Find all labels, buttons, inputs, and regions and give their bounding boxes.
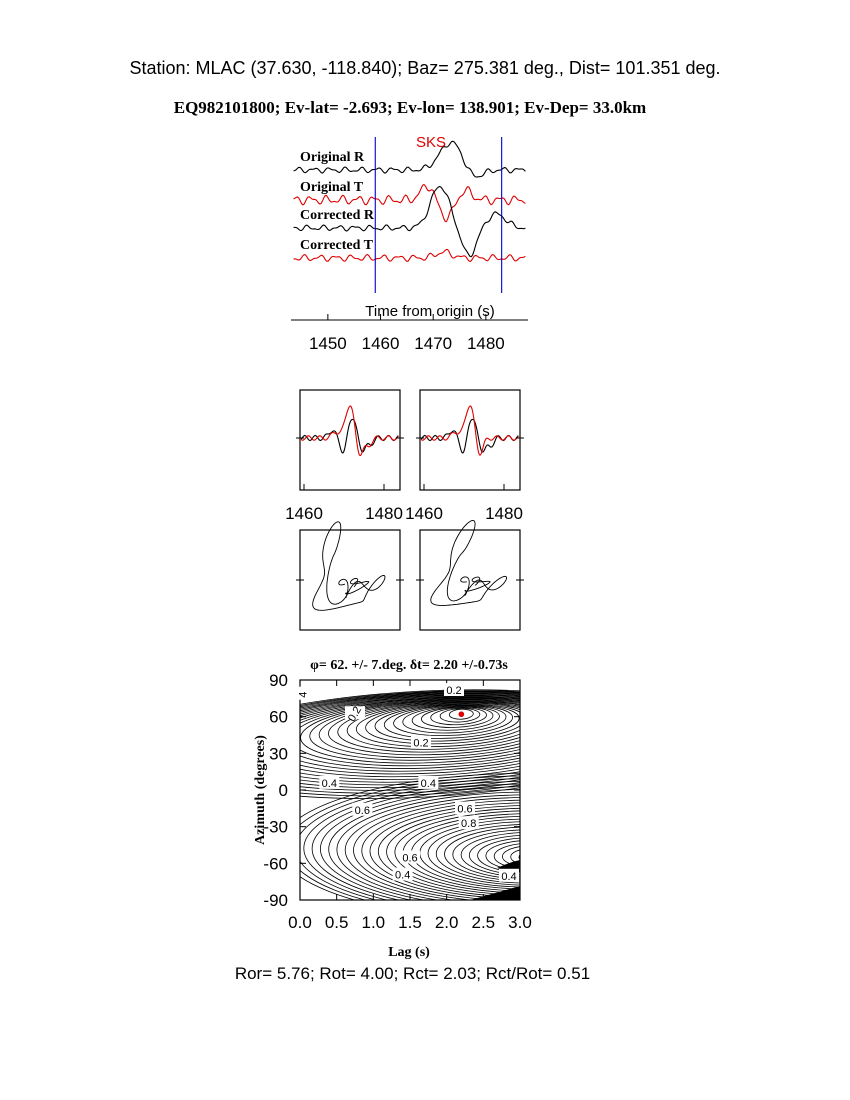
grid-xlabel: Lag (s) [388,945,430,960]
window-markers [375,137,501,293]
contour-lower-4 [486,840,576,871]
contour-lower-7 [461,832,601,877]
waveform-trace-1-0 [421,419,518,453]
contour-lower-6 [469,835,592,875]
waveform-traces [301,406,518,456]
particle-motion-paths [313,521,507,611]
contour-label-7: 0.8 [461,818,477,831]
grid-ytick-label-6: -90 [263,891,288,910]
grid-ytick-label-1: 60 [269,707,288,727]
grid-xtick-label-0: 0.0 [288,913,312,932]
trace-label-corrected-t: Corrected T [300,238,373,253]
trace-label-corrected-r: Corrected R [300,208,374,223]
contour-lower-14 [403,814,659,892]
grid-ytick-label-4: -30 [263,817,288,837]
waveform-trace-0-1 [301,406,398,456]
waveform-tick-label-1-0: 1460 [405,504,443,523]
contour-lower-0 [519,851,543,863]
seismogram-panel [291,134,528,353]
contour-lower-20 [354,797,709,903]
contour-lower-27 [296,779,767,918]
contour-label-9: 0.4 [395,869,411,882]
contour-lower-10 [436,824,626,883]
grid-ytick-label-0: 90 [269,671,288,690]
grid-ytick-label-2: 30 [269,744,288,764]
ratio-summary: Ror= 5.76; Rot= 4.00; Rct= 2.03; Rct/Rot= 0.51 [234,964,591,983]
contour-label-2: 0.2 [413,737,429,750]
grid-xtick-label-6: 3.0 [508,913,532,932]
waveform-tick-label-1-1: 1480 [485,504,523,523]
phase-label: SKS [415,134,447,151]
grid-title: φ= 62. +/- 7.deg. δt= 2.20 +/-0.73s [310,658,508,673]
contour-label-11: 4 [297,691,310,698]
contour-lower-5 [478,838,585,873]
waveform-trace-1-1 [421,406,518,455]
contour-lower-28 [287,776,774,919]
contour-label-0: 0.2 [446,685,462,697]
contour-label-3: 0.4 [321,777,337,790]
contour-lower-29 [279,773,783,921]
grid-ytick-label-5: -60 [263,854,288,874]
contour-lower-21 [345,795,717,905]
grid-ylabel: Azimuth (degrees) [253,735,268,845]
contour-label-1: 0.2 [345,704,365,724]
contour-lower-13 [411,816,650,889]
waveform-overlay-panel [285,390,524,523]
waveform-tick-label-0-0: 1460 [285,504,323,523]
waveform-trace-0-0 [301,419,398,453]
trace-label-original-t: Original T [300,180,364,195]
grid-xtick-label-3: 1.5 [398,913,422,932]
contour-label-10: 0.4 [501,870,517,883]
station-info-title: Station: MLAC (37.630, -118.840); Baz= 275.381 deg., Dist= 101.351 deg. [129,58,721,78]
contour-lower-16 [387,808,676,895]
contour-label-6: 0.6 [457,803,473,816]
contour-label-4: 0.4 [420,777,436,790]
trace-label-original-r: Original R [300,150,365,165]
contour-label-5: 0.6 [354,804,370,817]
time-tick-label-0: 1450 [308,334,347,353]
grid-xtick-label-2: 1.0 [361,913,386,932]
grid-xtick-label-5: 2.5 [471,913,496,932]
contour-lower-25 [312,784,750,913]
best-fit-point [459,711,465,717]
particle-motion-path-left [313,522,385,611]
time-tick-label-3: 1480 [466,334,505,353]
particle-motion-panel [296,521,524,631]
waveform-ticks [285,438,524,523]
particle-motion-box-left [300,530,400,630]
contour-lower-11 [428,822,634,886]
contour-lower-17 [378,803,683,898]
particle-motion-box-right [420,530,520,630]
contour-lower-15 [395,811,667,893]
grid-xtick-label-4: 2.0 [434,913,459,932]
time-tick-label-1: 1460 [361,334,400,353]
grid-ytick-label-3: 0 [278,781,288,800]
misfit-grid-panel [177,658,783,960]
contour-label-8: 0.6 [402,852,418,865]
particle-motion-path-right [431,521,507,606]
contour-lower-26 [304,781,758,915]
contour-lower-24 [320,787,741,912]
grid-xtick-label-1: 0.5 [324,913,349,932]
waveform-tick-label-0-1: 1480 [365,504,403,523]
contour-lower-9 [445,827,618,881]
contour-lower-8 [453,830,609,880]
time-axis-label: Time from origin (s) [365,303,495,320]
event-info-title: EQ982101800; Ev-lat= -2.693; Ev-lon= 138.901; Ev-Dep= 33.0km [173,98,647,117]
contour-lower-23 [329,789,734,909]
time-tick-label-2: 1470 [414,334,453,353]
